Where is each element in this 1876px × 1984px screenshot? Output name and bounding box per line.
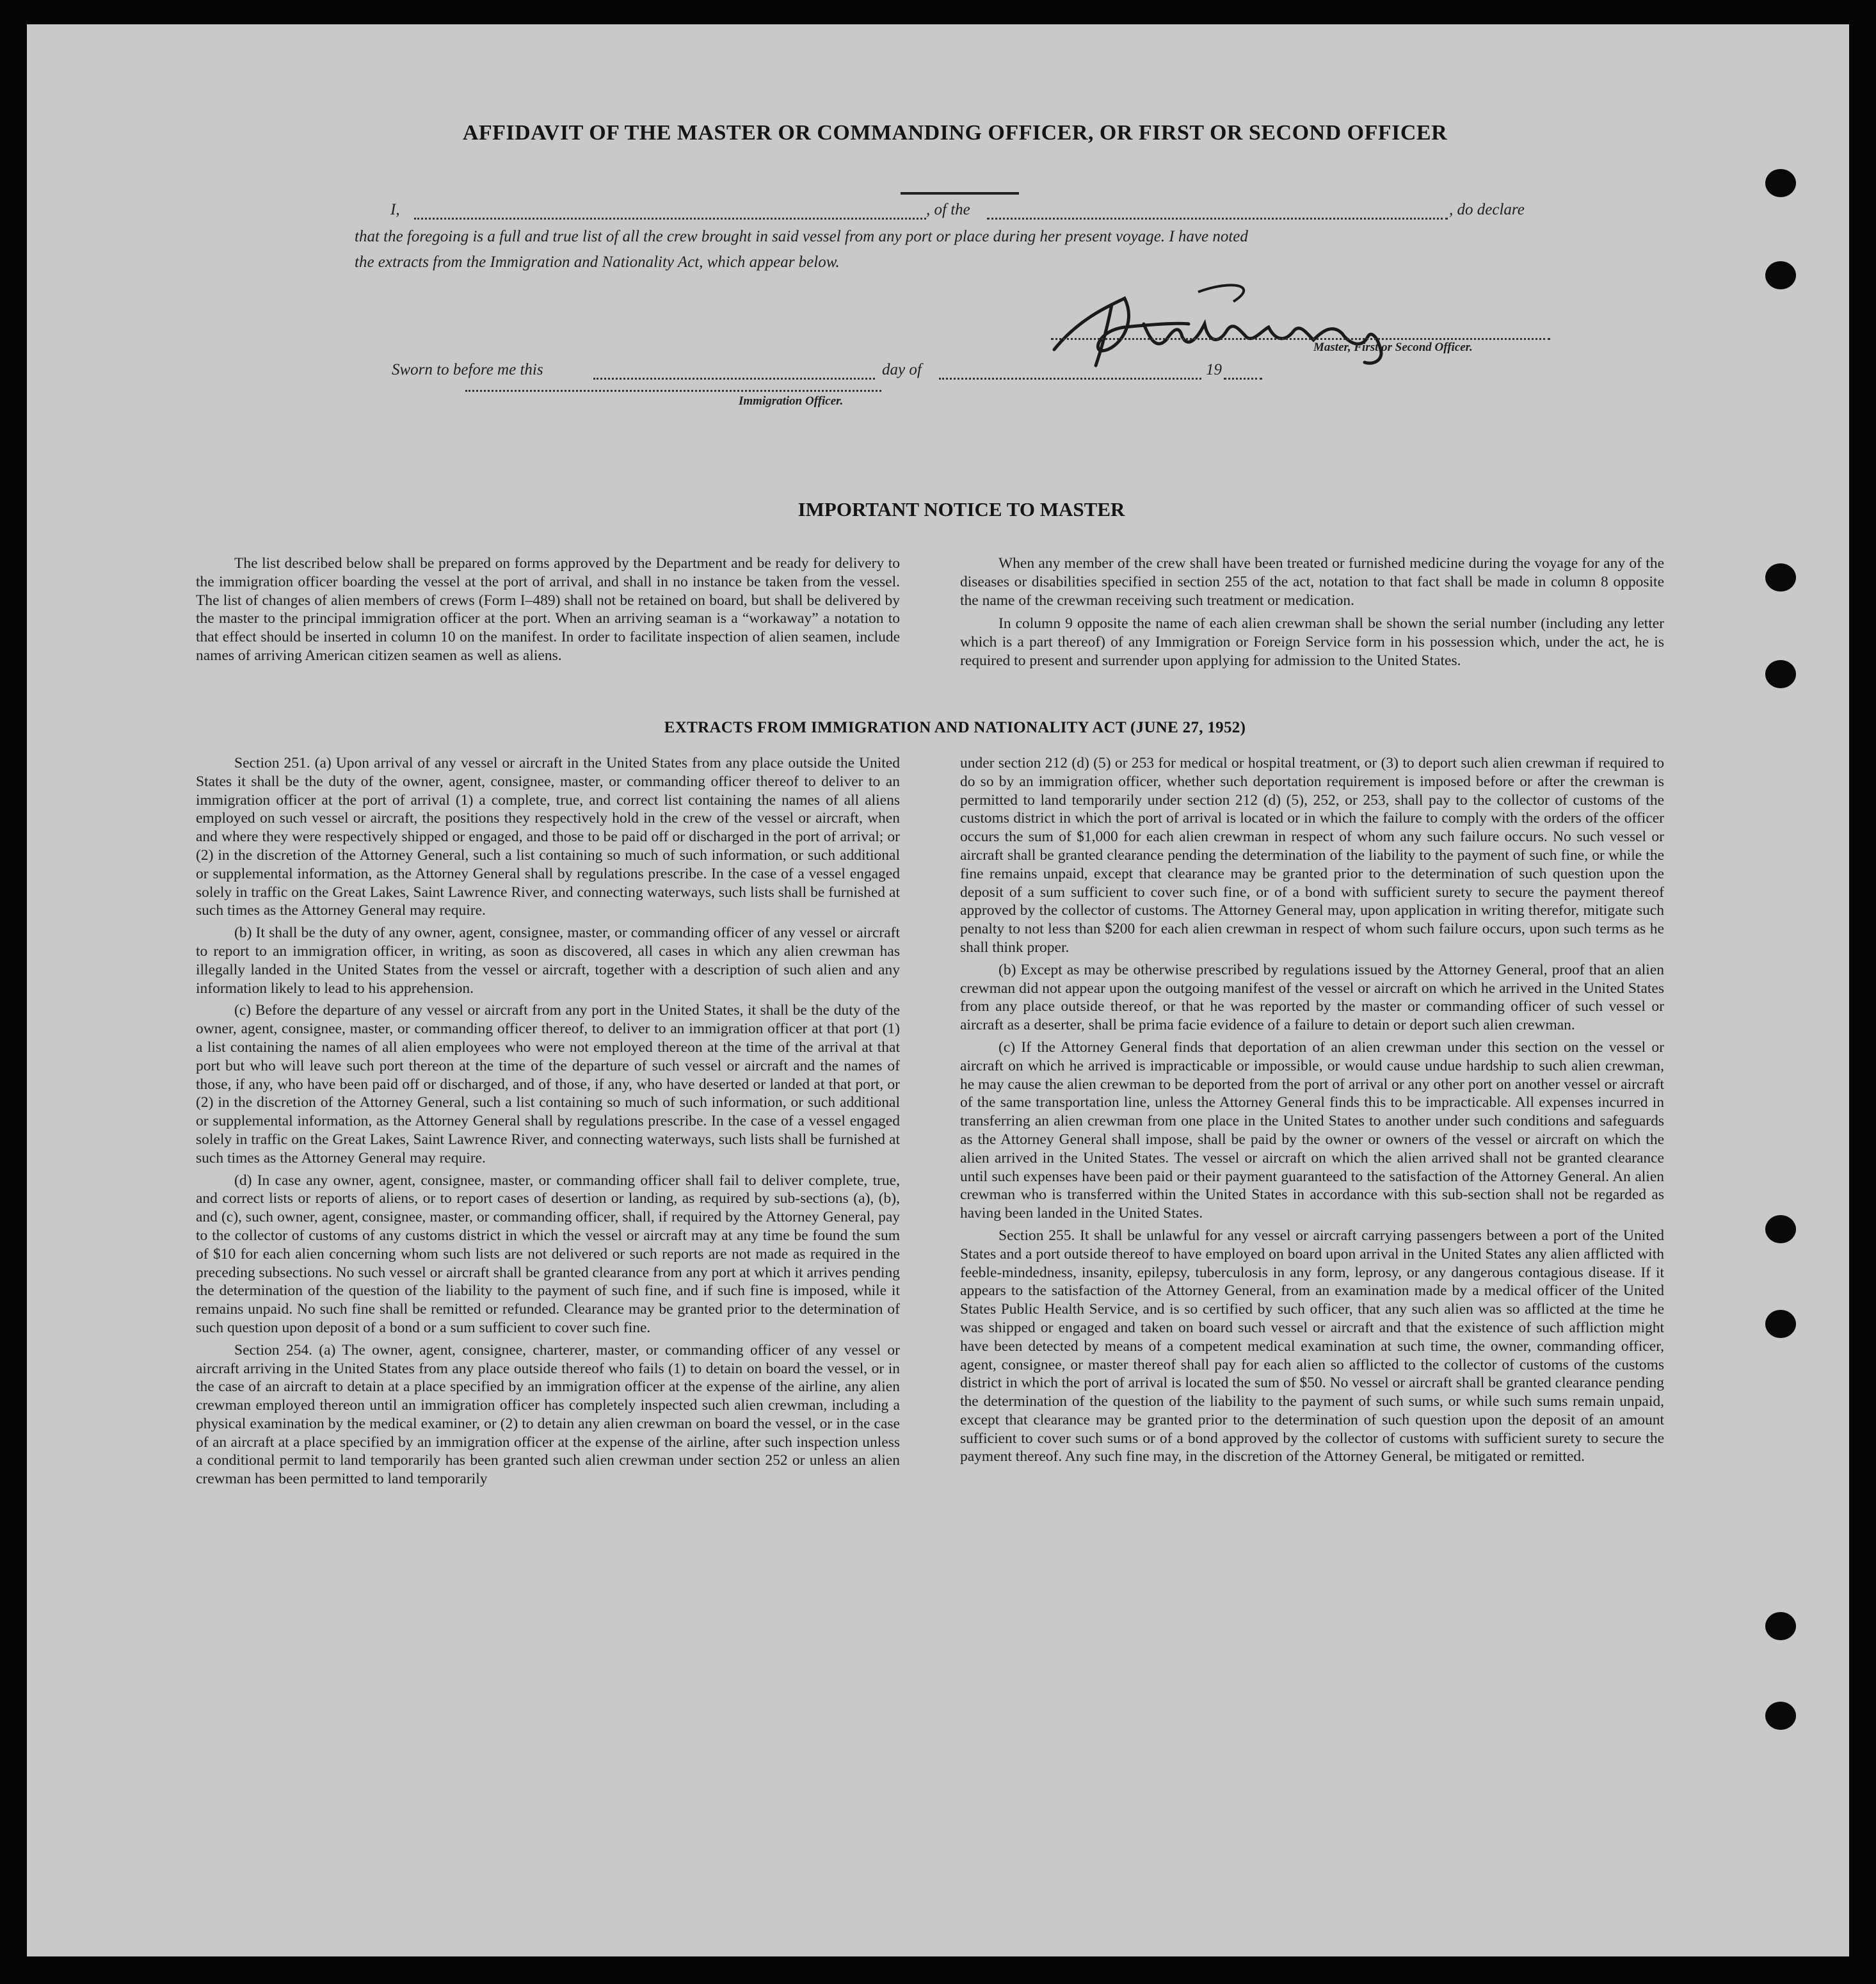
vessel-blank [987, 218, 1448, 220]
notice-paragraph: The list described below shall be prepared on forms approved by the Department and be ready for delivery to the immigration officer boarding the vessel at the port of arrival, and shall in no instance be taken from the vessel. The list of changes of alien members of crews (Form I–489) shall not be retained on board, but shall be delivered by the master to the principal immigration officer at the port. When an arriving seaman is a “workaway” a notation to that effect should be inserted in column 10 on the manifest. In order to facilitate inspection of alien seamen, include names of arriving American citizen seamen as well as aliens. [196, 555, 900, 664]
sworn-month-blank [939, 378, 1201, 380]
sworn-year-blank [1224, 378, 1262, 380]
notice-paragraph: When any member of the crew shall have been treated or furnished medicine during the voyage for any of the diseases or disabilities specified in section 255 of the act, notation to that fact shall be made in column 8 opposite the name of the crewman receiving such treatment or medication. [960, 555, 1664, 609]
extracts-title: EXTRACTS FROM IMMIGRATION AND NATIONALITY ACT (JUNE 27, 1952) [664, 719, 1246, 736]
punch-hole [1765, 563, 1796, 592]
punch-hole [1765, 1702, 1796, 1730]
notice-right-column [960, 554, 1664, 670]
extract-paragraph: (d) In case any owner, agent, consignee, master, or commanding officer shall fail to deliver complete, true, and correct lists or reports of aliens, or to report cases of desertion or landing, as required by sub-sections (a), (b), and (c), such owner, agent, consignee, master, or commanding officer, shall, if required by the Attorney General, pay to the collector of customs of any customs district in which the vessel or aircraft may at any time be found the sum of $10 for each alien concerning whom such lists are not delivered or such reports are not made as required in the preceding subsections. No such vessel or aircraft shall be granted clearance from any port at which it arrives pending the determination of the question of the liability to the payment of such fine, and if such fine is imposed, while it remains unpaid. No such fine shall be remitted or refunded. Clearance may be granted prior to the determination of such question upon deposit of a bond or a sum sufficient to cover such fine. [196, 1172, 900, 1336]
extract-paragraph: (b) It shall be the duty of any owner, agent, consignee, master, or commanding officer of any vessel or aircraft to report to an immigration officer, in writing, as soon as discovered, all cases in which any alien crewman has illegally landed in the United States from the vessel or aircraft, together with a description of such alien and any information likely to lead to his apprehension. [196, 924, 900, 997]
affidavit-title: AFFIDAVIT OF THE MASTER OR COMMANDING OFFICER, OR FIRST OR SECOND OFFICER [462, 121, 1448, 145]
punch-hole [1765, 1215, 1796, 1243]
signature-image [1041, 279, 1502, 369]
affidavit-do-declare-label: , do declare [1449, 201, 1525, 218]
name-blank [414, 218, 926, 220]
title-rule [901, 192, 1019, 195]
extract-paragraph: (b) Except as may be otherwise prescribed by regulations issued by the Attorney General, proof that an alien crewman did not appear upon the outgoing manifest of the vessel or aircraft on which he arrived in the United States from any place outside thereof, or that he was reported by the master or commanding officer of such vessel or aircraft as a deserter, shall be prima facie evidence of a failure to detain or deport such alien crewman. [960, 961, 1664, 1034]
notice-title: IMPORTANT NOTICE TO MASTER [798, 498, 1125, 520]
extracts-left-column [196, 754, 900, 1488]
extract-paragraph: Section 255. It shall be unlawful for any vessel or aircraft carrying passengers between a port of the United States and a port outside thereof to have employed on board upon arrival in the United States any alien afflicted with feeble-mindedness, insanity, epilepsy, tuberculosis in any form, leprosy, or any dangerous contagious disease. If it appears to the satisfaction of the Attorney General, from an examination made by a medical officer of the United States Public Health Service, and is so certified by such officer, that any such alien was so afflicted at the time he was shipped or engaged and taken on board such vessel or aircraft and that the existence of such affliction might have been detected by means of a competent medical examination at such time, the owner, commanding officer, agent, consignee, or master thereof shall pay for each alien so afflicted to the collector of customs of the customs district in which the port of arrival is located the sum of $50. No vessel or aircraft shall be granted clearance pending the determination of the question of the liability to the payment of such sums, or while such sums remain unpaid, except that clearance may be granted prior to the determination of such question upon the deposit of an amount sufficient to cover such sums or of a bond approved by the collector of customs with sufficient surety to secure the payment thereof. Any such fine may, in the discretion of the Attorney General, be mitigated or remitted. [960, 1227, 1664, 1465]
punch-hole [1765, 1612, 1796, 1640]
affidavit-declaration-text: that the foregoing is a full and true list of all the crew brought in said vessel from any port or place during her present voyage. I have noted [355, 228, 1248, 245]
officer-caption: Immigration Officer. [739, 394, 844, 408]
affidavit-i-label: I, [390, 201, 400, 218]
signer-caption: Master, First or Second Officer. [1313, 341, 1473, 354]
extract-paragraph: Section 254. (a) The owner, agent, consignee, charterer, master, or commanding officer of any vessel or aircraft arriving in the United States from any place outside thereof who fails (1) to detain on board the vessel, or in the case of an aircraft to detain at a place specified by an immigration officer at the expense of the airline, any alien crewman employed thereon until an immigration officer has completely inspected such alien crewman, including a physical examination by the medical examiner, or (2) to detain any alien crewman on board the vessel, or in the case of an aircraft at a place specified by an immigration officer at the expense of the airline, after such inspection unless a conditional permit to land temporarily has been granted such alien crewman under section 252 or unless an alien crewman has been permitted to land temporarily [196, 1341, 900, 1488]
sworn-label: Sworn to before me this [392, 361, 543, 378]
notice-paragraph: In column 9 opposite the name of each alien crewman shall be shown the serial number (including any letter which is a part thereof) of any Immigration or Foreign Service form in his possession which, under the act, he is required to present and surrender upon applying for admission to the United States. [960, 615, 1664, 669]
punch-hole [1765, 660, 1796, 688]
sworn-year-label: 19 [1206, 361, 1222, 378]
notice-left-column [196, 554, 900, 665]
extract-paragraph: (c) Before the departure of any vessel or aircraft from any port in the United States, it shall be the duty of the owner, agent, consignee, master, or commanding officer thereof, to deliver to an immigration officer at that port (1) a list containing the names of all alien employees who were not employed thereon at the time of the arrival at that port but who will leave such port thereon at the time of the departure of such vessel or aircraft and the names of those, if any, who have been paid off or discharged, and of those, if any, who have deserted or landed at that port, or (2) in the discretion of the Attorney General, such a list containing so much of such information, or such additional or supplemental information, as the Attorney General shall by regulations prescribe. In the case of a vessel engaged solely in traffic on the Great Lakes, Saint Lawrence River, and connecting waterways, such lists shall be furnished at such times as the Attorney General may require. [196, 1002, 900, 1166]
punch-hole [1765, 169, 1796, 197]
affidavit-extracts-text: the extracts from the Immigration and Nationality Act, which appear below. [355, 254, 840, 271]
signature-blank [1051, 338, 1550, 340]
extract-paragraph: under section 212 (d) (5) or 253 for medical or hospital treatment, or (3) to deport such alien crewman if required to do so by an immigration officer, whether such deportation requirement is imposed before or after the crewman is permitted to land temporarily under section 212 (d) (5), 252, or 253, shall pay to the collector of customs of the customs district in which the port of arrival is located or in which the failure to comply with the orders of the officer occurs the sum of $1,000 for each alien crewman in respect of whom any such failure occurs. No such vessel or aircraft shall be granted clearance pending the determination of the liability to the payment of such fine, or while the fine remains unpaid, except that clearance may be granted prior to the determination of such question upon the deposit of a sum sufficient to cover such fine, or of a bond with sufficient surety to secure the payment thereof approved by the collector of customs. The Attorney General may, upon application in writing therefor, mitigate such penalty to not less than $200 for each alien crewman in respect of whom such failure occurs, upon such terms as he shall think proper. [960, 755, 1664, 956]
extract-paragraph: Section 251. (a) Upon arrival of any vessel or aircraft in the United States from any place outside the United States it shall be the duty of the owner, agent, consignee, master, or commanding officer thereof to deliver to an immigration officer at the port of arrival (1) a complete, true, and correct list containing the names of all aliens employed on such vessel or aircraft, the positions they respectively hold in the crew of the vessel or aircraft, when and where they were respectively shipped or engaged, and those to be paid off or discharged in the port of arrival; or (2) in the discretion of the Attorney General, such a list containing so much of such information, or such additional or supplemental information, as the Attorney General shall by regulations prescribe. In the case of a vessel engaged solely in traffic on the Great Lakes, Saint Lawrence River, and connecting waterways, such lists shall be furnished at such times as the Attorney General may require. [196, 755, 900, 919]
extracts-right-column [960, 754, 1664, 1466]
sworn-day-of-label: day of [882, 361, 922, 378]
officer-signature-blank [465, 390, 881, 392]
punch-hole [1765, 1310, 1796, 1338]
punch-hole [1765, 261, 1796, 289]
extract-paragraph: (c) If the Attorney General finds that deportation of an alien crewman under this section on the vessel or aircraft on which he arrived is impracticable or impossible, or would cause undue hardship to such alien crewman, he may cause the alien crewman to be deported from the port of arrival or any other port on another vessel or aircraft of the same transportation line, unless the Attorney General finds this to be impracticable. All expenses incurred in transferring an alien crewman from one place in the United States to another under such conditions and safeguards as the Attorney General shall impose, shall be paid by the owner or owners of the vessel or aircraft on which the alien arrived in the United States. The vessel or aircraft on which the alien arrived shall not be granted clearance until such expenses have been paid or their payment guaranteed to the satisfaction of the Attorney General. An alien crewman who is transferred within the United States in accordance with this sub-section shall not be regarded as having been landed in the United States. [960, 1038, 1664, 1222]
affidavit-of-the-label: , of the [926, 201, 970, 218]
sworn-date-blank [593, 378, 875, 380]
document-page [27, 24, 1849, 1956]
